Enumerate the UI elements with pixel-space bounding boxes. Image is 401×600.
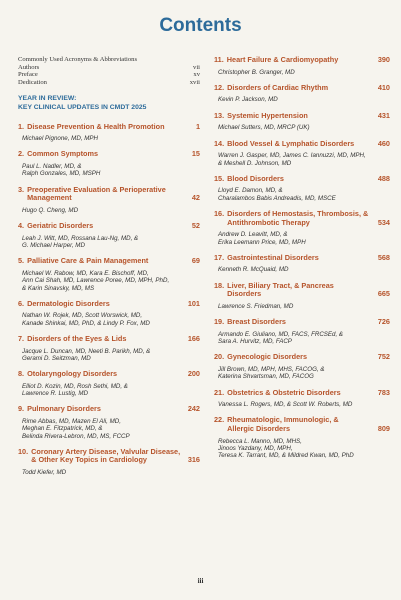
chapter-title-block	[214, 416, 339, 433]
chapter-title-block	[18, 257, 148, 266]
chapter-entry[interactable]	[214, 416, 390, 459]
front-matter-label: Commonly Used Acronyms & Abbreviations	[18, 56, 138, 63]
chapter-entry[interactable]	[214, 84, 390, 104]
chapter-heading[interactable]	[214, 56, 390, 65]
chapter-heading[interactable]	[214, 112, 390, 121]
chapter-title-block	[214, 282, 334, 299]
front-matter-item	[18, 71, 200, 79]
chapter-title-block	[214, 318, 286, 327]
author-line: Katerina Shvartsman, MD, FACOG	[218, 373, 314, 381]
author-line: Elliot D. Kozin, MD, Rosh Sethi, MD, &	[22, 382, 128, 390]
left-column	[18, 56, 200, 484]
chapter-number: 9.	[18, 404, 25, 414]
chapter-number: 1.	[18, 121, 25, 131]
chapter-number: 18.	[214, 280, 225, 290]
author-line: Vanessa L. Rogers, MD, & Scott W. Roberts, MD	[218, 401, 353, 409]
chapter-authors	[214, 438, 390, 460]
chapter-title	[27, 370, 117, 379]
author-line: Andrew D. Leavitt, MD, &	[218, 231, 288, 239]
chapter-title-line: Preoperative Evaluation & Perioperative	[27, 184, 166, 194]
chapter-heading[interactable]	[18, 222, 200, 231]
chapter-authors	[214, 331, 390, 346]
chapter-title-line: Disorders of Hemostasis, Thrombosis, &	[227, 209, 369, 219]
chapter-number: 8.	[18, 369, 25, 379]
chapter-entry[interactable]	[18, 370, 200, 397]
chapter-title-line: Blood Disorders	[227, 173, 284, 183]
author-line: Michael Sutters, MD, MRCP (UK)	[218, 124, 310, 132]
author-line: Rime Abbas, MD, Mazen El Ali, MD,	[22, 417, 121, 425]
page-number: iii	[197, 577, 204, 585]
chapter-heading[interactable]	[18, 405, 200, 414]
chapter-title-block	[214, 389, 341, 398]
chapter-page-number: 431	[377, 110, 390, 120]
chapter-title-block	[18, 123, 165, 132]
chapter-authors	[18, 163, 200, 178]
chapter-title-line: Breast Disorders	[227, 317, 286, 327]
chapter-title-line: Disorders of the Eyes & Lids	[27, 333, 127, 343]
author-line: Paul L. Nadler, MD, &	[22, 163, 82, 171]
chapter-title-line: Management	[27, 193, 72, 203]
chapter-page-number: 316	[187, 455, 200, 465]
author-line: Lawrence S. Friedman, MD	[218, 302, 294, 310]
author-line: Ralph Gonzales, MD, MSPH	[22, 170, 101, 178]
chapter-page-number: 390	[377, 55, 390, 64]
author-line: Charalambos Babis Andreadis, MD, MSCE	[218, 194, 336, 202]
chapter-entry[interactable]	[214, 254, 390, 274]
chapter-page-number: 101	[187, 298, 200, 308]
chapter-authors	[214, 231, 390, 246]
chapter-title	[27, 300, 110, 309]
chapter-title-line: Disorders	[227, 289, 262, 299]
chapter-title	[27, 405, 101, 414]
chapter-title-block	[18, 370, 117, 379]
chapter-title-line: Pulmonary Disorders	[27, 404, 101, 414]
author-line: Ann Cai Shah, MD, Lawrence Poree, MD, MPH, PhD,	[22, 277, 170, 285]
chapter-entry[interactable]	[214, 389, 390, 409]
author-line: Lloyd E. Damon, MD, &	[218, 187, 283, 195]
chapter-title-line: Geriatric Disorders	[27, 221, 94, 231]
chapter-title-block	[214, 175, 284, 184]
chapter-page-number: 783	[377, 387, 390, 397]
chapter-title	[27, 222, 93, 231]
chapter-title-block	[214, 84, 328, 93]
chapter-heading[interactable]	[214, 282, 390, 299]
chapter-authors	[18, 235, 200, 250]
year-in-review-heading	[18, 95, 200, 112]
author-line: Kevin P. Jackson, MD	[218, 96, 278, 104]
chapter-number: 17.	[214, 252, 225, 262]
chapter-title-block	[214, 254, 319, 263]
chapter-authors	[214, 187, 390, 202]
author-line: G. Michael Harper, MD	[22, 242, 85, 250]
chapter-heading[interactable]	[18, 300, 200, 309]
chapter-authors	[18, 135, 200, 142]
chapter-heading[interactable]	[214, 210, 390, 227]
chapter-number: 20.	[214, 352, 225, 362]
chapter-authors	[18, 469, 200, 476]
chapter-title	[227, 416, 338, 433]
chapter-title-line: Rheumatologic, Immunologic, &	[227, 415, 339, 425]
front-matter-list	[18, 56, 200, 86]
chapter-title-line: Antithrombotic Therapy	[227, 217, 310, 227]
author-line: Meghan E. Fitzpatrick, MD, &	[22, 425, 103, 433]
chapter-heading[interactable]	[18, 186, 200, 203]
chapter-page-number: 809	[377, 424, 390, 434]
chapter-heading[interactable]	[214, 353, 390, 362]
chapter-heading[interactable]	[214, 175, 390, 184]
author-line: Michael Pignone, MD, MPH	[22, 135, 98, 143]
chapter-title	[227, 112, 308, 121]
author-line: & Karin Sinavsky, MD, MS	[22, 284, 95, 292]
chapter-page-number: 568	[377, 252, 390, 262]
chapter-number: 14.	[214, 138, 225, 148]
front-matter-label: Preface	[18, 71, 38, 79]
front-matter-page: xvii	[189, 78, 200, 86]
chapter-number: 6.	[18, 298, 25, 308]
chapter-page-number: 752	[377, 352, 390, 362]
author-line: Kenneth R. McQuaid, MD	[218, 266, 289, 274]
chapter-page-number: 69	[191, 256, 200, 266]
chapter-title-block	[18, 448, 180, 465]
chapter-entry[interactable]	[214, 210, 390, 246]
chapter-number: 5.	[18, 256, 25, 266]
chapter-authors	[18, 312, 200, 327]
chapter-authors	[214, 69, 390, 76]
chapter-number: 16.	[214, 209, 225, 219]
chapter-title	[227, 210, 368, 227]
chapter-page-number: 460	[377, 138, 390, 148]
front-matter-page: xv	[193, 71, 200, 79]
chapter-title	[27, 257, 148, 266]
chapter-authors	[18, 207, 200, 214]
chapter-entry[interactable]	[18, 300, 200, 327]
chapter-heading[interactable]	[214, 416, 390, 433]
chapter-title	[227, 84, 328, 93]
chapter-page-number: 200	[187, 369, 200, 379]
chapter-title-line: Liver, Biliary Tract, & Pancreas	[227, 280, 334, 290]
author-line: Gerami D. Seitzman, MD	[22, 354, 91, 362]
right-chapter-list	[214, 56, 390, 460]
chapter-authors	[214, 124, 390, 131]
author-line: Armando E. Giuliano, MD, FACS, FRCSEd, &	[218, 330, 344, 338]
left-chapter-list	[18, 123, 200, 477]
author-line: Belinda Rivera-Lebron, MD, MS, FCCP	[22, 432, 130, 440]
chapter-title-block	[18, 335, 126, 344]
chapter-title-line: Allergic Disorders	[227, 424, 291, 434]
chapter-title-line: Coronary Artery Disease, Valvular Disease,	[31, 446, 181, 456]
chapter-title	[227, 353, 307, 362]
chapter-title-block	[214, 140, 354, 149]
front-matter-page: vii	[193, 63, 200, 71]
front-matter-label: Authors	[18, 63, 40, 71]
chapter-number: 4.	[18, 221, 25, 231]
chapter-authors	[18, 270, 200, 292]
front-matter-item	[18, 79, 200, 87]
chapter-title	[27, 150, 98, 159]
year-in-review-line: KEY CLINICAL UPDATES IN CMDT 2025	[18, 103, 147, 111]
chapter-title	[27, 335, 126, 344]
chapter-entry[interactable]	[18, 186, 200, 214]
chapter-heading[interactable]	[18, 448, 200, 465]
author-line: & Meshell D. Johnson, MD	[218, 159, 292, 167]
chapter-title-line: Dermatologic Disorders	[27, 298, 110, 308]
chapter-title-block	[214, 112, 308, 121]
chapter-title-line: Systemic Hypertension	[227, 110, 308, 120]
chapter-title-block	[18, 186, 166, 203]
author-line: Christopher B. Granger, MD	[218, 68, 295, 76]
author-line: Jacque L. Duncan, MD, Neeti B. Parikh, MD, &	[22, 347, 151, 355]
front-matter-item	[18, 64, 200, 72]
chapter-authors	[18, 418, 200, 440]
chapter-entry[interactable]	[214, 140, 390, 167]
author-line: Todd Kiefer, MD	[22, 469, 67, 477]
chapter-title	[31, 448, 180, 465]
year-in-review-line: YEAR IN REVIEW:	[18, 95, 77, 103]
chapter-number: 13.	[214, 110, 225, 120]
front-matter-label: Dedication	[18, 78, 47, 86]
chapter-title	[27, 186, 166, 203]
chapter-page-number: 52	[191, 221, 200, 231]
chapter-heading[interactable]	[18, 335, 200, 344]
chapter-title-line: Disorders of Cardiac Rhythm	[227, 82, 329, 92]
chapter-title-line: Disease Prevention & Health Promotion	[27, 121, 165, 131]
chapter-page-number: 242	[187, 404, 200, 414]
chapter-authors	[214, 303, 390, 310]
author-line: Sara A. Hurvitz, MD, FACP	[218, 338, 292, 346]
chapter-authors	[214, 266, 390, 273]
author-line: Hugo Q. Cheng, MD	[22, 206, 79, 214]
chapter-number: 22.	[214, 415, 225, 425]
chapter-entry[interactable]	[214, 112, 390, 132]
chapter-page-number: 488	[377, 173, 390, 183]
author-line: Leah J. Witt, MD, Rossana Lau-Ng, MD, &	[22, 234, 139, 242]
chapter-heading[interactable]	[18, 123, 200, 132]
front-matter-item	[18, 56, 200, 64]
chapter-title-line: Blood Vessel & Lymphatic Disorders	[227, 138, 355, 148]
chapter-entry[interactable]	[18, 123, 200, 143]
chapter-title-block	[18, 150, 98, 159]
author-line: Rebecca L. Manno, MD, MHS,	[218, 437, 302, 445]
chapter-entry[interactable]	[18, 257, 200, 291]
chapter-title-line: Heart Failure & Cardiomyopathy	[226, 55, 339, 64]
chapter-entry[interactable]	[18, 405, 200, 439]
chapter-title-line: Gastrointestinal Disorders	[227, 252, 319, 262]
chapter-title-line: & Other Key Topics in Cardiology	[31, 455, 147, 465]
chapter-title	[227, 389, 341, 398]
chapter-number: 11.	[214, 55, 224, 64]
author-line: Michael W. Rabow, MD, Kara E. Bischoff, MD,	[22, 269, 149, 277]
chapter-title	[227, 282, 334, 299]
chapter-number: 21.	[214, 387, 225, 397]
author-line: Warren J. Gasper, MD, James C. Iannuzzi, MD, MPH,	[218, 152, 366, 160]
chapter-entry[interactable]	[18, 335, 200, 362]
chapter-entry[interactable]	[18, 222, 200, 249]
chapter-authors	[214, 152, 390, 167]
author-line: Jill Brown, MD, MPH, MHS, FACOG, &	[218, 365, 325, 373]
chapter-page-number: 410	[377, 82, 390, 92]
chapter-title	[227, 140, 354, 149]
chapter-authors	[214, 366, 390, 381]
chapter-entry[interactable]	[214, 353, 390, 380]
chapter-title-line: Common Symptoms	[27, 149, 99, 159]
chapter-heading[interactable]	[18, 257, 200, 266]
chapter-title	[227, 175, 284, 184]
chapter-entry[interactable]	[214, 56, 390, 76]
chapter-page-number: 1	[195, 121, 200, 131]
chapter-title-block	[214, 353, 307, 362]
chapter-number: 2.	[18, 149, 25, 159]
chapter-title-line: Obstetrics & Obstetric Disorders	[227, 387, 341, 397]
author-line: Nathan W. Rojek, MD, Scott Worswick, MD,	[22, 312, 143, 320]
chapter-heading[interactable]	[214, 318, 390, 327]
chapter-title	[27, 123, 164, 132]
chapter-title	[227, 318, 286, 327]
chapter-entry[interactable]	[18, 150, 200, 177]
chapter-title-block	[18, 222, 93, 231]
chapter-title-block	[214, 210, 368, 227]
chapter-heading[interactable]	[214, 389, 390, 398]
chapter-page-number: 534	[377, 217, 390, 227]
author-line: Erika Leemann Price, MD, MPH	[218, 238, 306, 246]
chapter-authors	[18, 348, 200, 363]
chapter-heading[interactable]	[18, 370, 200, 379]
chapter-number: 19.	[214, 317, 225, 327]
chapter-authors	[18, 383, 200, 398]
chapter-title-line: Otolaryngology Disorders	[27, 369, 118, 379]
chapter-number: 12.	[214, 82, 225, 92]
chapter-heading[interactable]	[214, 254, 390, 263]
author-line: Kanade Shinkai, MD, PhD, & Lindy P. Fox, MD	[22, 319, 150, 327]
chapter-title	[227, 254, 319, 263]
chapter-page-number: 726	[377, 317, 390, 327]
chapter-authors	[214, 401, 390, 408]
page-title: Contents	[159, 15, 242, 36]
author-line: Jinoos Yazdany, MD, MPH,	[218, 444, 293, 452]
chapter-number: 15.	[214, 173, 225, 183]
chapter-title-line: Palliative Care & Pain Management	[27, 256, 149, 266]
chapter-heading[interactable]	[18, 150, 200, 159]
right-column	[214, 56, 390, 468]
chapter-title	[227, 56, 339, 65]
author-line: Teresa K. Tarrant, MD, & Mildred Kwan, MD, PhD	[218, 452, 354, 460]
chapter-authors	[214, 96, 390, 103]
chapter-entry[interactable]	[214, 282, 390, 310]
chapter-title-block	[18, 300, 110, 309]
chapter-page-number: 665	[377, 289, 390, 299]
chapter-title-block	[18, 405, 101, 414]
chapter-page-number: 166	[187, 333, 200, 343]
chapter-title-line: Gynecologic Disorders	[227, 352, 308, 362]
chapter-number: 7.	[18, 333, 25, 343]
chapter-title-block	[214, 56, 338, 65]
chapter-entry[interactable]	[214, 318, 390, 345]
chapter-heading[interactable]	[214, 84, 390, 93]
chapter-number: 3.	[18, 184, 25, 194]
author-line: Lawrence R. Lustig, MD	[22, 390, 89, 398]
chapter-heading[interactable]	[214, 140, 390, 149]
chapter-entry[interactable]	[18, 448, 200, 476]
chapter-page-number: 42	[191, 193, 200, 203]
chapter-entry[interactable]	[214, 175, 390, 202]
chapter-page-number: 15	[191, 149, 200, 159]
chapter-number: 10.	[18, 446, 29, 456]
